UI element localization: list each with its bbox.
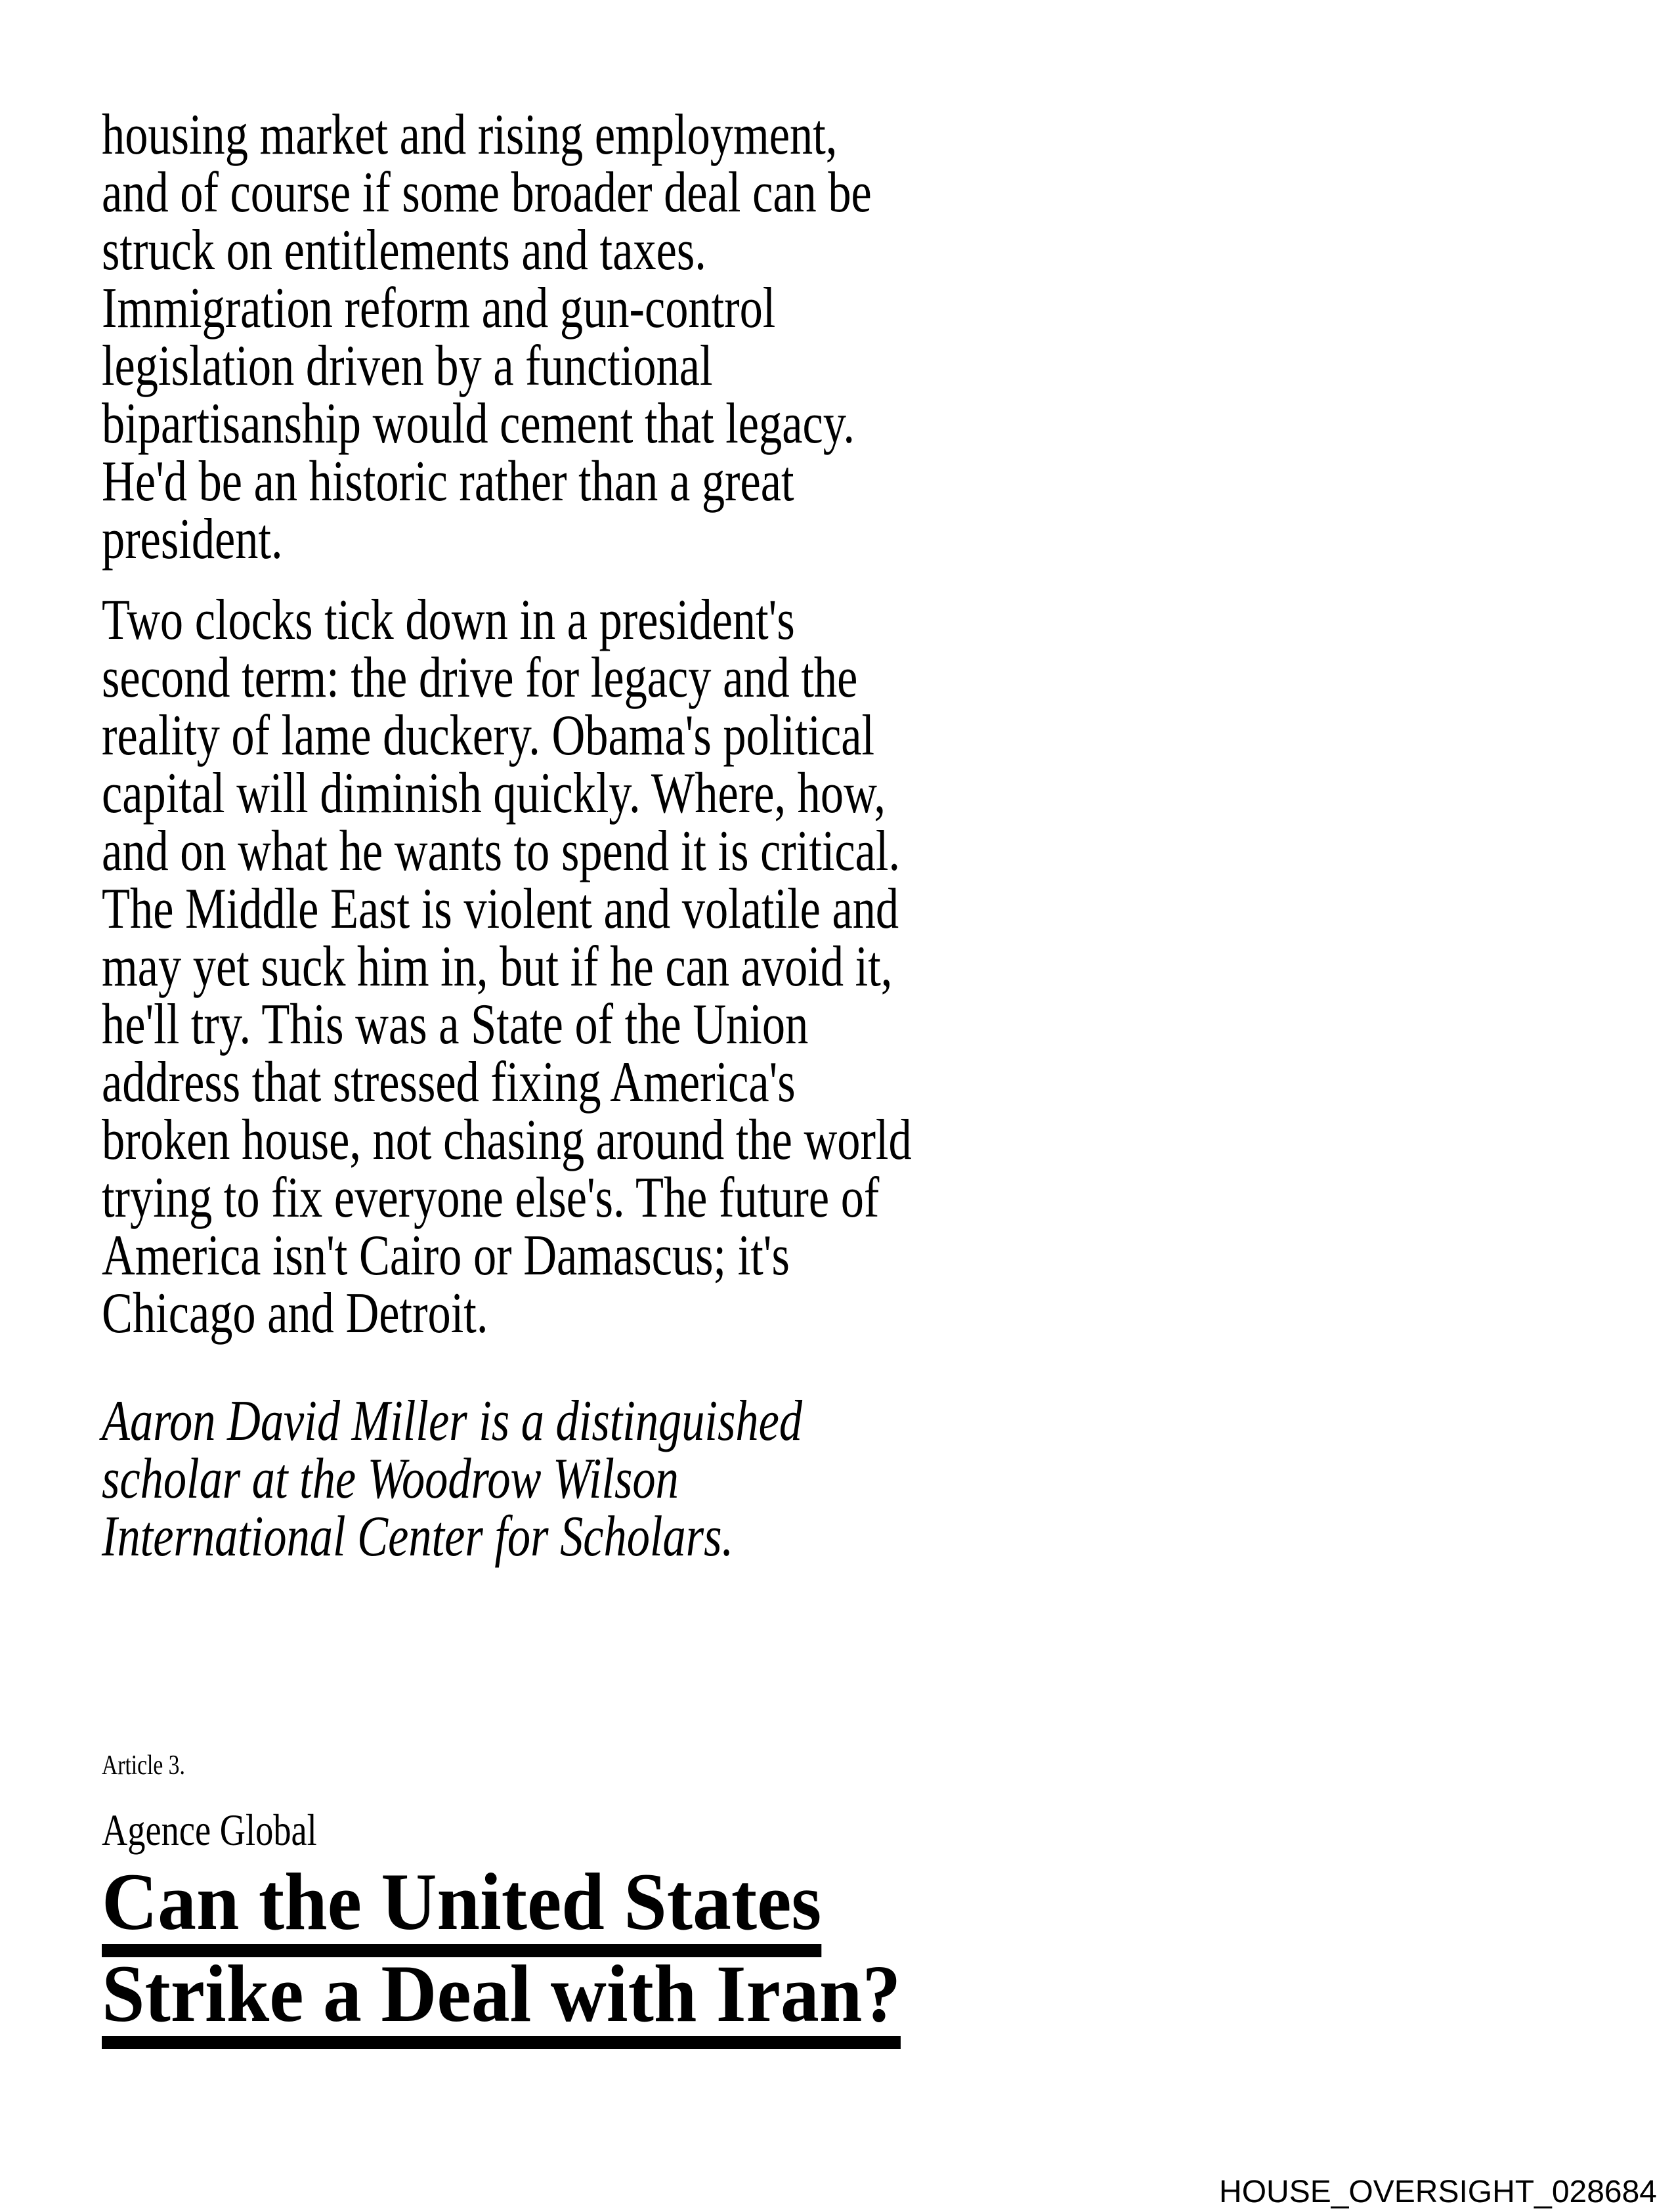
article-headline	[102, 1857, 1599, 2049]
body-paragraph-2	[102, 588, 1362, 1345]
body-paragraph-1	[102, 103, 1362, 571]
text-line: America isn't Cairo or Damascus; it's	[102, 1224, 790, 1288]
text-line: reality of lame duckery. Obama's political	[102, 704, 875, 768]
text-line: Chicago and Detroit.	[102, 1282, 488, 1345]
text-line: and of course if some broader deal can be	[102, 161, 872, 225]
text-line: broken house, not chasing around the world	[102, 1108, 912, 1172]
text-line: second term: the drive for legacy and the	[102, 646, 858, 710]
text-line: Two clocks tick down in a president's	[102, 588, 795, 652]
text-line: Aaron David Miller is a distinguished	[102, 1389, 803, 1453]
text-line: legislation driven by a functional	[102, 334, 713, 398]
author-note	[102, 1389, 1362, 1569]
text-line: scholar at the Woodrow Wilson	[102, 1447, 679, 1511]
text-line: He'd be an historic rather than a great	[102, 450, 794, 513]
text-line: bipartisanship would cement that legacy.	[102, 392, 855, 456]
headline-line: Strike a Deal with Iran?	[102, 1957, 901, 2049]
text-line: capital will diminish quickly. Where, how,	[102, 762, 886, 825]
text-line: may yet suck him in, but if he can avoid it,	[102, 935, 893, 999]
text-line: he'll try. This was a State of the Union	[102, 993, 809, 1056]
source-name: Agence Global	[102, 1805, 317, 1855]
text-line: address that stressed fixing America's	[102, 1051, 796, 1114]
text-line: The Middle East is violent and volatile and	[102, 877, 899, 941]
headline-line: Can the United States	[102, 1865, 821, 1957]
article-number-label: Article 3.	[102, 1750, 185, 1781]
text-line: struck on entitlements and taxes.	[102, 219, 706, 282]
text-line: International Center for Scholars.	[102, 1505, 734, 1569]
text-line: trying to fix everyone else's. The future of	[102, 1166, 880, 1230]
document-text-column	[102, 0, 1362, 2049]
text-line: and on what he wants to spend it is critical.	[102, 819, 901, 883]
bates-number: HOUSE_OVERSIGHT_028684	[1219, 2175, 1657, 2209]
text-line: Immigration reform and gun-control	[102, 276, 776, 340]
text-line: housing market and rising employment,	[102, 103, 838, 167]
text-line: president.	[102, 508, 283, 571]
